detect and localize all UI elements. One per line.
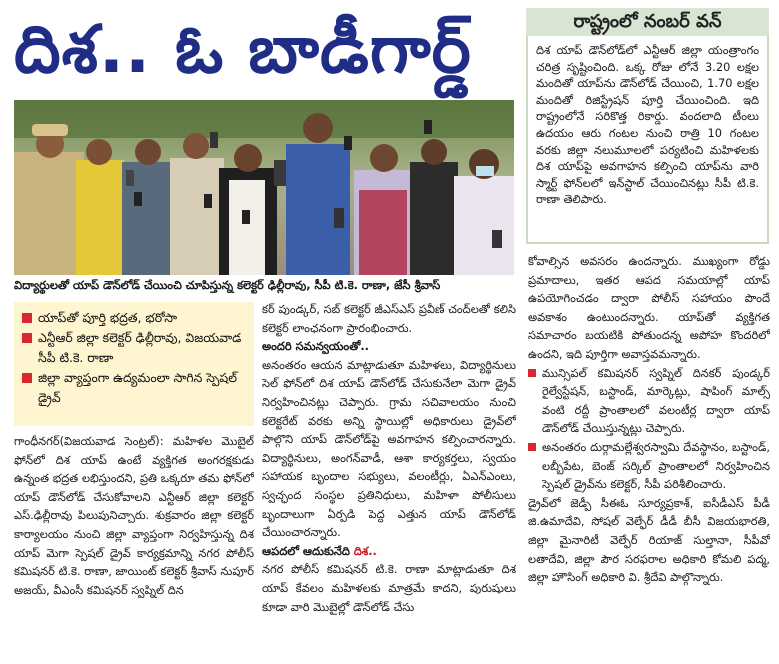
subheading-highlight: దిశ..	[353, 543, 377, 558]
article-paragraph: కర్ పుండ్కర్, సబ్ కలెక్టర్ జీఎస్ఎస్ ప్రవీణ్ చంద్‌లతో కలిసి కలెక్టర్ లాంఛనంగా ప్రారంభించారు.	[262, 302, 516, 335]
bullet-square-icon	[22, 333, 32, 343]
news-photo	[14, 100, 514, 275]
subheading: ఆపదలో ఆదుకునేది దిశ..	[262, 543, 377, 558]
article-paragraph: గాంధీనగర్(విజయవాడ సెంట్రల్): మహిళల మొబైల్ ఫోన్‌లో దిశ యాప్ ఉంటే వ్యక్తిగత అంగరక్షకుడు ఉన్నంత భద్రత లభిస్తుందని, ప్రతి ఒక్కరూ తమ ఫోన్‌లో యాప్ డౌన్‌లోడ్ చేసుకోవాలని ఎన్టీఆర్ జిల్లా కలెక్టర్ ఎస్.ఢిల్లీరావు పిలుపునిచ్చారు. శుక్రవారం జిల్లా కలెక్టర్ కార్యాలయం నుంచి జిల్లా వ్యాప్తంగా నిర్వహిస్తున్న దిశ యాప్ మెగా స్పెషల్ డ్రైవ్ కార్యక్రమాన్ని నగర పోలీస్ కమిషనర్ టి.కె. రాణా, జాయింట్ కలెక్టర్ శ్రీవాస్ నుపూర్ అజయ్, వీఎంసీ కమిషనర్ స్వప్నిల్ దిన	[14, 434, 254, 597]
article-paragraph: అనంతరం ఆయన మాట్లాడుతూ మహిళలు, విద్యార్థినులు సెల్ ఫోన్‌లో దిశ యాప్ డౌన్‌లోడ్ చేసుకునేలా మెగా డ్రైవ్ నిర్వహించినట్లు చెప్పారు. గ్రామ సచివాలయం నుంచి కలెక్టరేట్ వరకు అన్ని స్థాయిల్లో అధికారులు డ్రైవ్‌లో పాల్గొని యాప్ డౌన్‌లోడ్‌పై అవగాహన కల్పించారన్నారు. విద్యార్థినులు, అంగన్‌వాడీ, ఆశా కార్యకర్తలు, స్వయం సహాయక బృందాల సభ్యులు, వలంటీర్లు, ఏఎన్‌ఎంలు, స్వచ్ఛంద సంస్థల ప్రతినిధులు, మహిళా పోలీసులు బృందాలుగా ఏర్పడి పెద్ద ఎత్తున యాప్ డౌన్‌లోడ్ చేయించారన్నారు.	[262, 357, 516, 540]
record-box	[526, 36, 769, 244]
bullet-paragraph: అనంతరం దుర్గామల్లేశ్వరస్వామి దేవస్థానం, బస్టాండ్, లబ్బీపేట, బెంజ్ సర్కిల్ ప్రాంతాలలో నిర్వహించిన స్పెషల్ డ్రైవ్‌ను కలెక్టర్, సీపీ పరిశీలించారు.	[528, 438, 770, 494]
bullet-square-icon	[22, 313, 32, 323]
highlight-item: జిల్లా వ్యాప్తంగా ఉద్యమంలా సాగిన స్పెషల్ డ్రైవ్	[22, 368, 246, 408]
highlight-item: యాప్‌తో పూర్తి భద్రత, భరోసా	[22, 308, 246, 328]
article-column-1	[14, 432, 254, 660]
box-text: దిశ యాప్ డౌన్‌లోడ్‌లో ఎన్టీఆర్ జిల్లా యంత్రాంగం చరిత్ర సృష్టించింది. ఒక్క రోజు లోనే 3.20 లక్షల మందితో యాప్‌ను డౌన్‌లోడ్ చేయించి, 1.70 లక్షల మందితో రిజిస్ట్రేషన్ పూర్తి చేయించింది. ఇది రాష్ట్రంలోనే సరికొత్త రికార్డు. వందలాది టీంలు ఉదయం ఆరు గంటల నుంచి రాత్రి 10 గంటల వరకు జిల్లా నలుమూలలో పర్యటించి మహిళలకు దిశ యాప్‌పై అవగాహన కల్పించి యాప్‌ను వారి స్మార్ట్ ఫోన్‌లలో ఇన్‌స్టాల్ చేయించినట్లు సీపీ టి.కె. రాణా తెలిపారు.	[536, 43, 759, 207]
photo-caption: విద్యార్థులతో యాప్ డౌన్‌లోడ్ చేయించి చూపిస్తున్న కలెక్టర్ ఢిల్లీరావు, సీపీ టి.కె. రాణా, జేసీ శ్రీవాస్	[14, 278, 441, 292]
article-paragraph: కోవాల్సిన అవసరం ఉందన్నారు. ముఖ్యంగా రోడ్డు ప్రమాదాలు, ఇతర ఆపద సమయాల్లో యాప్ ఉపయోగించడం ద్వారా పోలీస్ సహాయం పొందే అవకాశం ఉంటుందన్నారు. యాప్‌తో వ్యక్తిగత సమాచారం బయటికి పోతుందన్న అపోహ కొందరిలో ఉందని, ఇది పూర్తిగా అవాస్తవమన్నారు.	[528, 254, 770, 361]
headline: దిశ.. ఓ బాడీగార్డ్	[14, 11, 472, 88]
highlight-item: ఎన్టీఆర్ జిల్లా కలెక్టర్ ఢిల్లీరావు, విజయవాడ సీపీ టి.కె. రాణా	[22, 328, 246, 368]
box-title: రాష్ట్రంలో నంబర్ వన్	[526, 8, 769, 36]
article-column-2	[262, 300, 516, 660]
article-paragraph: నగర పోలీస్ కమిషనర్ టి.కె. రాణా మాట్లాడుతూ దిశ యాప్ కేవలం మహిళలకు మాత్రమే కాదని, పురుషులు కూడా వారి మొబైల్లో డౌన్‌లోడ్ చేసు	[262, 562, 516, 614]
highlights-box	[14, 302, 254, 426]
subheading: అందరి సమన్వయంతో..	[262, 339, 369, 354]
bullet-square-icon	[528, 443, 536, 451]
bullet-paragraph: మున్సిపల్ కమిషనర్ స్వప్నిల్ దినకర్ పుండ్కర్ రైల్వేస్టేషన్, బస్టాండ్, మార్కెట్లు, షాపింగ్ మాల్స్ వంటి రద్దీ ప్రాంతాలలో వలంటీర్ల ద్వారా యాప్ డౌన్‌లోడ్ చేయిస్తున్నట్లు చెప్పారు.	[528, 364, 770, 438]
bullet-square-icon	[22, 373, 32, 383]
bullet-square-icon	[528, 369, 536, 377]
article-paragraph: డ్రైవ్‌లో జెడ్పీ సీఈఓ సూర్యప్రకాశ్, ఐసీడీఎస్ పీడీ జి.ఉమాదేవి, సోషల్ వెల్ఫేర్ డీడీ బీసీ విజయభారతి, జిల్లా మైనారిటీ వెల్ఫేర్ రియాజ్ సుల్తానా, సీపీవో లతాదేవి, జిల్లా పౌర సరఫరాల అధికారి కోమలి పద్మ, జిల్లా హౌసింగ్ అధికారి వి. శ్రీదేవి పాల్గొన్నారు.	[528, 495, 770, 585]
article-column-3	[528, 252, 770, 660]
